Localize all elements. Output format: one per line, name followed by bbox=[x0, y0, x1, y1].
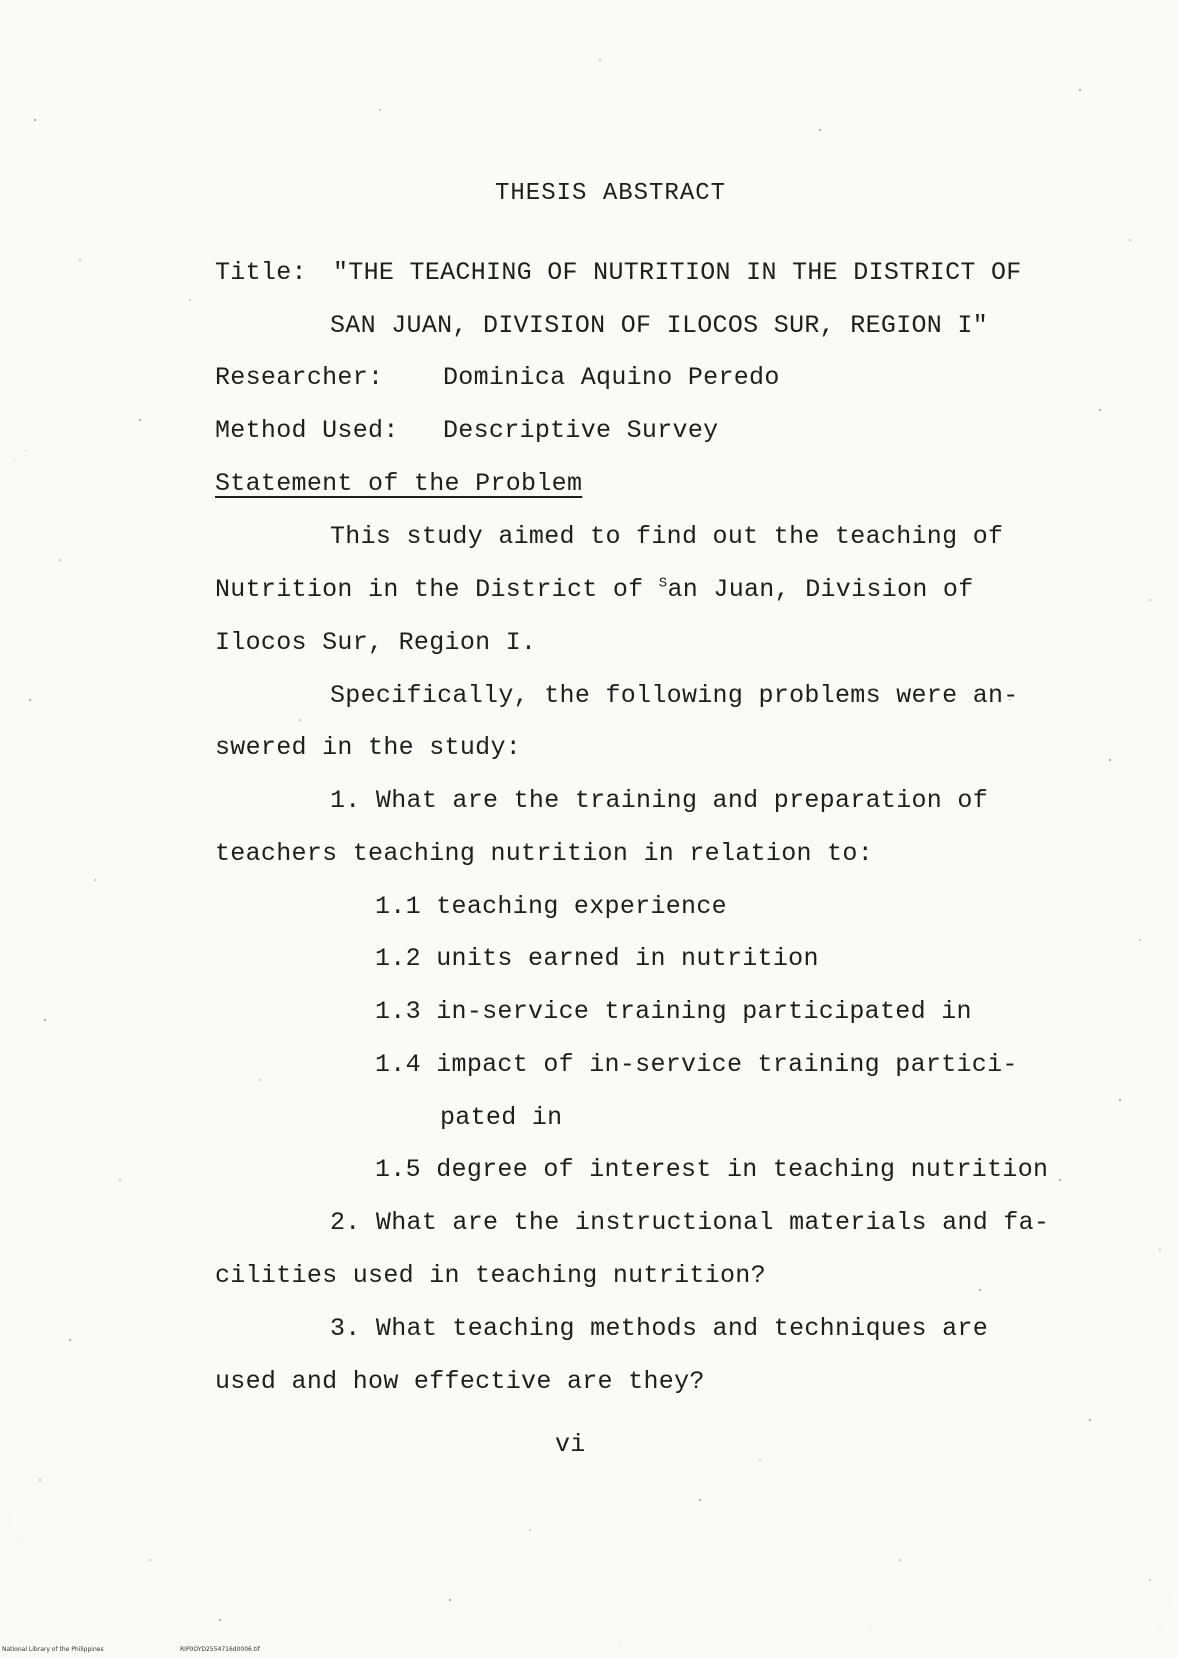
question-2-line-2: cilities used in teaching nutrition? bbox=[215, 1261, 766, 1290]
document-heading: THESIS ABSTRACT bbox=[495, 180, 727, 207]
question-1-line-2: teachers teaching nutrition in relation to: bbox=[215, 839, 874, 868]
section-heading-statement-of-problem: Statement of the Problem bbox=[215, 469, 583, 498]
paragraph-2-line-2: swered in the study: bbox=[215, 733, 522, 762]
question-3-line-1: 3. What teaching methods and techniques are bbox=[330, 1314, 989, 1343]
sub-item-1-4-line-1: 1.4 impact of in-service training partici- bbox=[375, 1050, 1018, 1079]
sub-item-1-4-line-2: pated in bbox=[440, 1103, 563, 1132]
sub-item-1-2: 1.2 units earned in nutrition bbox=[375, 944, 819, 973]
sub-item-1-3: 1.3 in-service training participated in bbox=[375, 997, 972, 1026]
footer-file-id: RIP0OYD2554716d0006.tif bbox=[180, 1646, 260, 1653]
thesis-title-line-1: "THE TEACHING OF NUTRITION IN THE DISTRICT OF bbox=[333, 258, 1022, 287]
paragraph-1-line-3: Ilocos Sur, Region I. bbox=[215, 628, 537, 657]
question-3-line-2: used and how effective are they? bbox=[215, 1367, 705, 1396]
footer-library-name: National Library of the Philippines bbox=[2, 1646, 104, 1653]
page-number: vi bbox=[555, 1430, 586, 1459]
superscript-correction: S bbox=[658, 575, 668, 592]
sub-item-1-1: 1.1 teaching experience bbox=[375, 892, 727, 921]
sub-item-1-5: 1.5 degree of interest in teaching nutrition bbox=[375, 1155, 1049, 1184]
paragraph-1-line-2-start: Nutrition in the District of bbox=[215, 575, 659, 604]
researcher-label: Researcher: bbox=[215, 363, 384, 392]
paragraph-1-line-2 bbox=[215, 575, 974, 604]
paragraph-2-line-1: Specifically, the following problems were an- bbox=[330, 681, 1019, 710]
paragraph-1-line-2-end: an Juan, Division of bbox=[667, 575, 974, 604]
thesis-title-line-2: SAN JUAN, DIVISION OF ILOCOS SUR, REGION I" bbox=[330, 311, 989, 340]
method-value: Descriptive Survey bbox=[443, 416, 719, 445]
researcher-name: Dominica Aquino Peredo bbox=[443, 363, 780, 392]
question-2-line-1: 2. What are the instructional materials and fa- bbox=[330, 1208, 1050, 1237]
question-1-line-1: 1. What are the training and preparation of bbox=[330, 786, 989, 815]
paragraph-1-line-1: This study aimed to find out the teaching of bbox=[330, 522, 1004, 551]
method-label: Method Used: bbox=[215, 416, 399, 445]
title-label: Title: bbox=[215, 258, 307, 287]
